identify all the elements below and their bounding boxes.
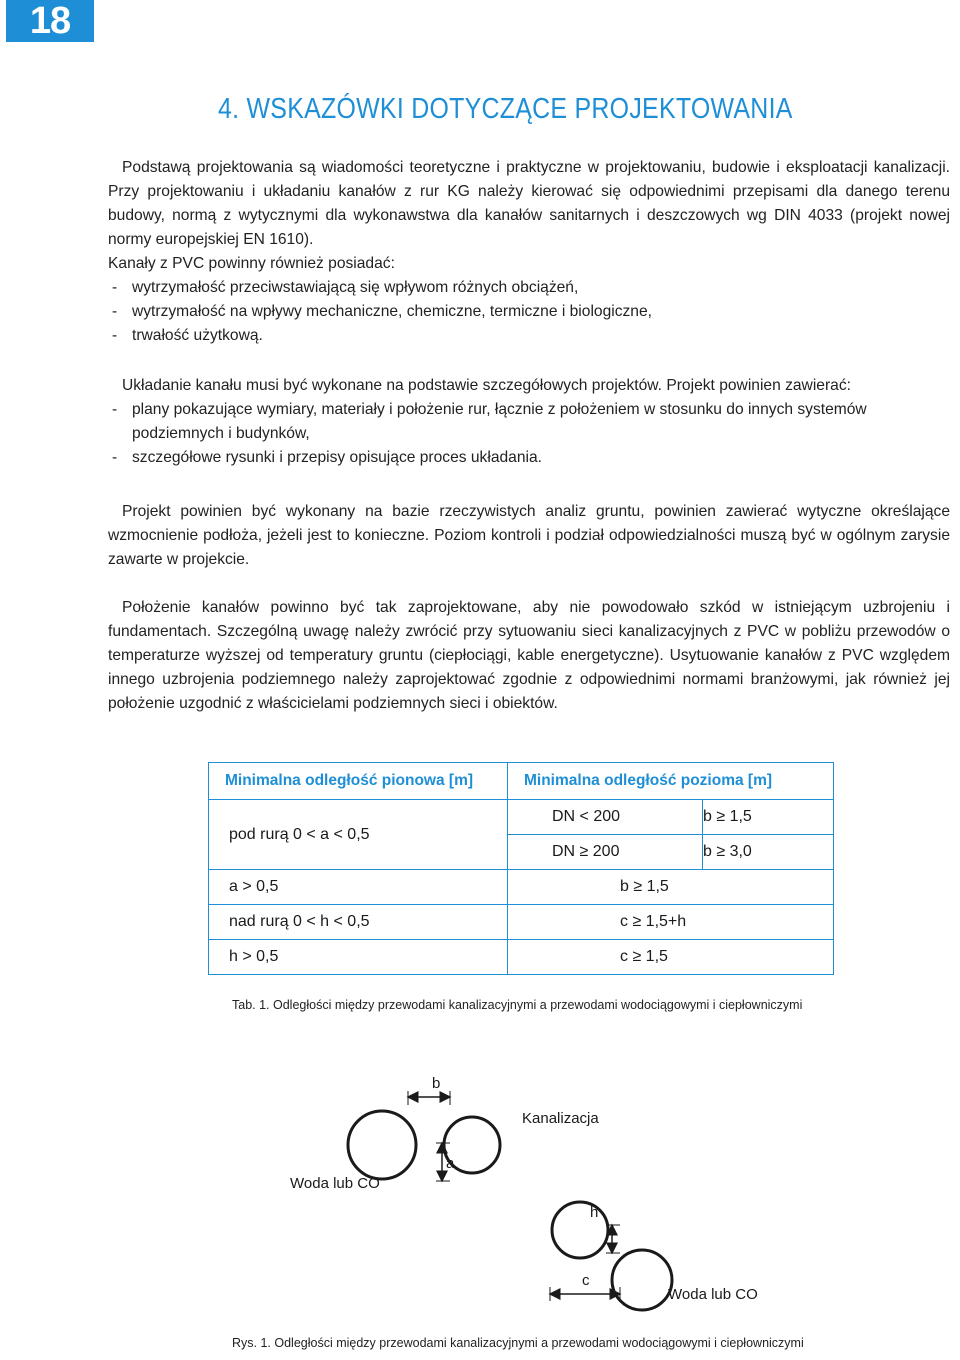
list-item: - szczegółowe rysunki i przepisy opisujące proces układania.	[112, 449, 542, 466]
body-section-4	[108, 596, 950, 716]
body-section-3	[108, 500, 950, 572]
label-kanalizacja: Kanalizacja	[522, 1110, 599, 1127]
cell-horizontal: b ≥ 3,0	[703, 835, 834, 870]
requirements-list	[108, 276, 950, 348]
list-item: - wytrzymałość przeciwstawiającą się wpływom różnych obciążeń,	[112, 279, 579, 296]
paragraph-3-intro: Układanie kanału musi być wykonane na podstawie szczegółowych projektów. Projekt powinien zawierać:	[122, 377, 851, 394]
water-pipe-circle-lower	[612, 1250, 672, 1310]
page-number: 18	[6, 0, 94, 42]
cell-vertical: pod rurą 0 < a < 0,5	[209, 800, 508, 870]
table-caption: Tab. 1. Odległości między przewodami kanalizacyjnymi a przewodami wodociągowymi i ciepłowniczymi	[232, 998, 803, 1012]
cell-horizontal: c ≥ 1,5	[508, 940, 834, 975]
paragraph-2-intro: Kanały z PVC powinny również posiadać:	[108, 255, 395, 272]
body-section-2	[108, 374, 950, 470]
list-item: - plany pokazujące wymiary, materiały i położenie rur, łącznie z położeniem w stosunku do innych systemów podziemnych i budynków,	[112, 401, 867, 442]
label-woda-right: Woda lub CO	[668, 1286, 758, 1303]
project-contents-list	[108, 398, 950, 470]
water-pipe-circle	[348, 1111, 416, 1179]
label-a: a	[446, 1155, 455, 1172]
cell-horizontal: b ≥ 1,5	[703, 800, 834, 835]
distance-table	[208, 762, 834, 975]
cell-vertical: h > 0,5	[209, 940, 508, 975]
header-vertical: Minimalna odległość pionowa [m]	[209, 763, 508, 800]
header-horizontal: Minimalna odległość pozioma [m]	[508, 763, 834, 800]
label-c: c	[582, 1272, 590, 1289]
cell-horizontal: b ≥ 1,5	[508, 870, 834, 905]
cell-dn: DN ≥ 200	[508, 835, 703, 870]
sewer-pipe-circle-lower	[552, 1202, 608, 1258]
cell-dn: DN < 200	[508, 800, 703, 835]
figure-caption: Rys. 1. Odległości między przewodami kanalizacyjnymi a przewodami wodociągowymi i ciepłowniczymi	[232, 1336, 804, 1350]
cell-vertical: nad rurą 0 < h < 0,5	[209, 905, 508, 940]
cell-vertical: a > 0,5	[209, 870, 508, 905]
paragraph-4: Projekt powinien być wykonany na bazie rzeczywistych analiz gruntu, powinien zawierać wytyczne określające wzmocnienie podłoża, jeżeli jest to konieczne. Poziom kontroli i podział odpowiedzialności muszą być w ogólnym zarysie zawarte w projekcie.	[108, 503, 950, 568]
label-h: h	[590, 1204, 599, 1221]
cell-horizontal: c ≥ 1,5+h	[508, 905, 834, 940]
label-b: b	[432, 1075, 441, 1092]
label-woda-left: Woda lub CO	[290, 1175, 380, 1192]
page-title: 4. WSKAZÓWKI DOTYCZĄCE PROJEKTOWANIA	[218, 93, 793, 125]
paragraph-5: Położenie kanałów powinno być tak zaprojektowane, aby nie powodowało szkód w istniejącym uzbrojeniu i fundamentach. Szczególną uwagę należy zwrócić przy sytuowaniu sieci kanalizacyjnych z PVC w pobliżu przewodów o temperaturze wyższej od temperatury gruntu (ciepłociągi, kable energetyczne). Usytuowanie kanałów z PVC względem innego uzbrojenia podziemnego należy zaprojektować zgodnie z odpowiednimi normami branżowymi, jak również jej położenie uzgodnić z właścicielami podziemnych sieci i obiektów.	[108, 599, 950, 712]
body-section-1	[108, 156, 950, 348]
distance-diagram	[260, 1075, 800, 1315]
paragraph-1: Podstawą projektowania są wiadomości teoretyczne i praktyczne w projektowaniu, budowie i eksploatacji kanalizacji. Przy projektowaniu i układaniu kanałów z rur KG należy kierować się odpowiednimi przepisami dla danego terenu budowy, normą z wytycznymi dla wykonawstwa dla kanałów sanitarnych i deszczowych wg DIN 4033 (projekt nowej normy europejskiej EN 1610).	[108, 159, 950, 248]
list-item: - wytrzymałość na wpływy mechaniczne, chemiczne, termiczne i biologiczne,	[112, 303, 652, 320]
list-item: - trwałość użytkową.	[112, 327, 263, 344]
